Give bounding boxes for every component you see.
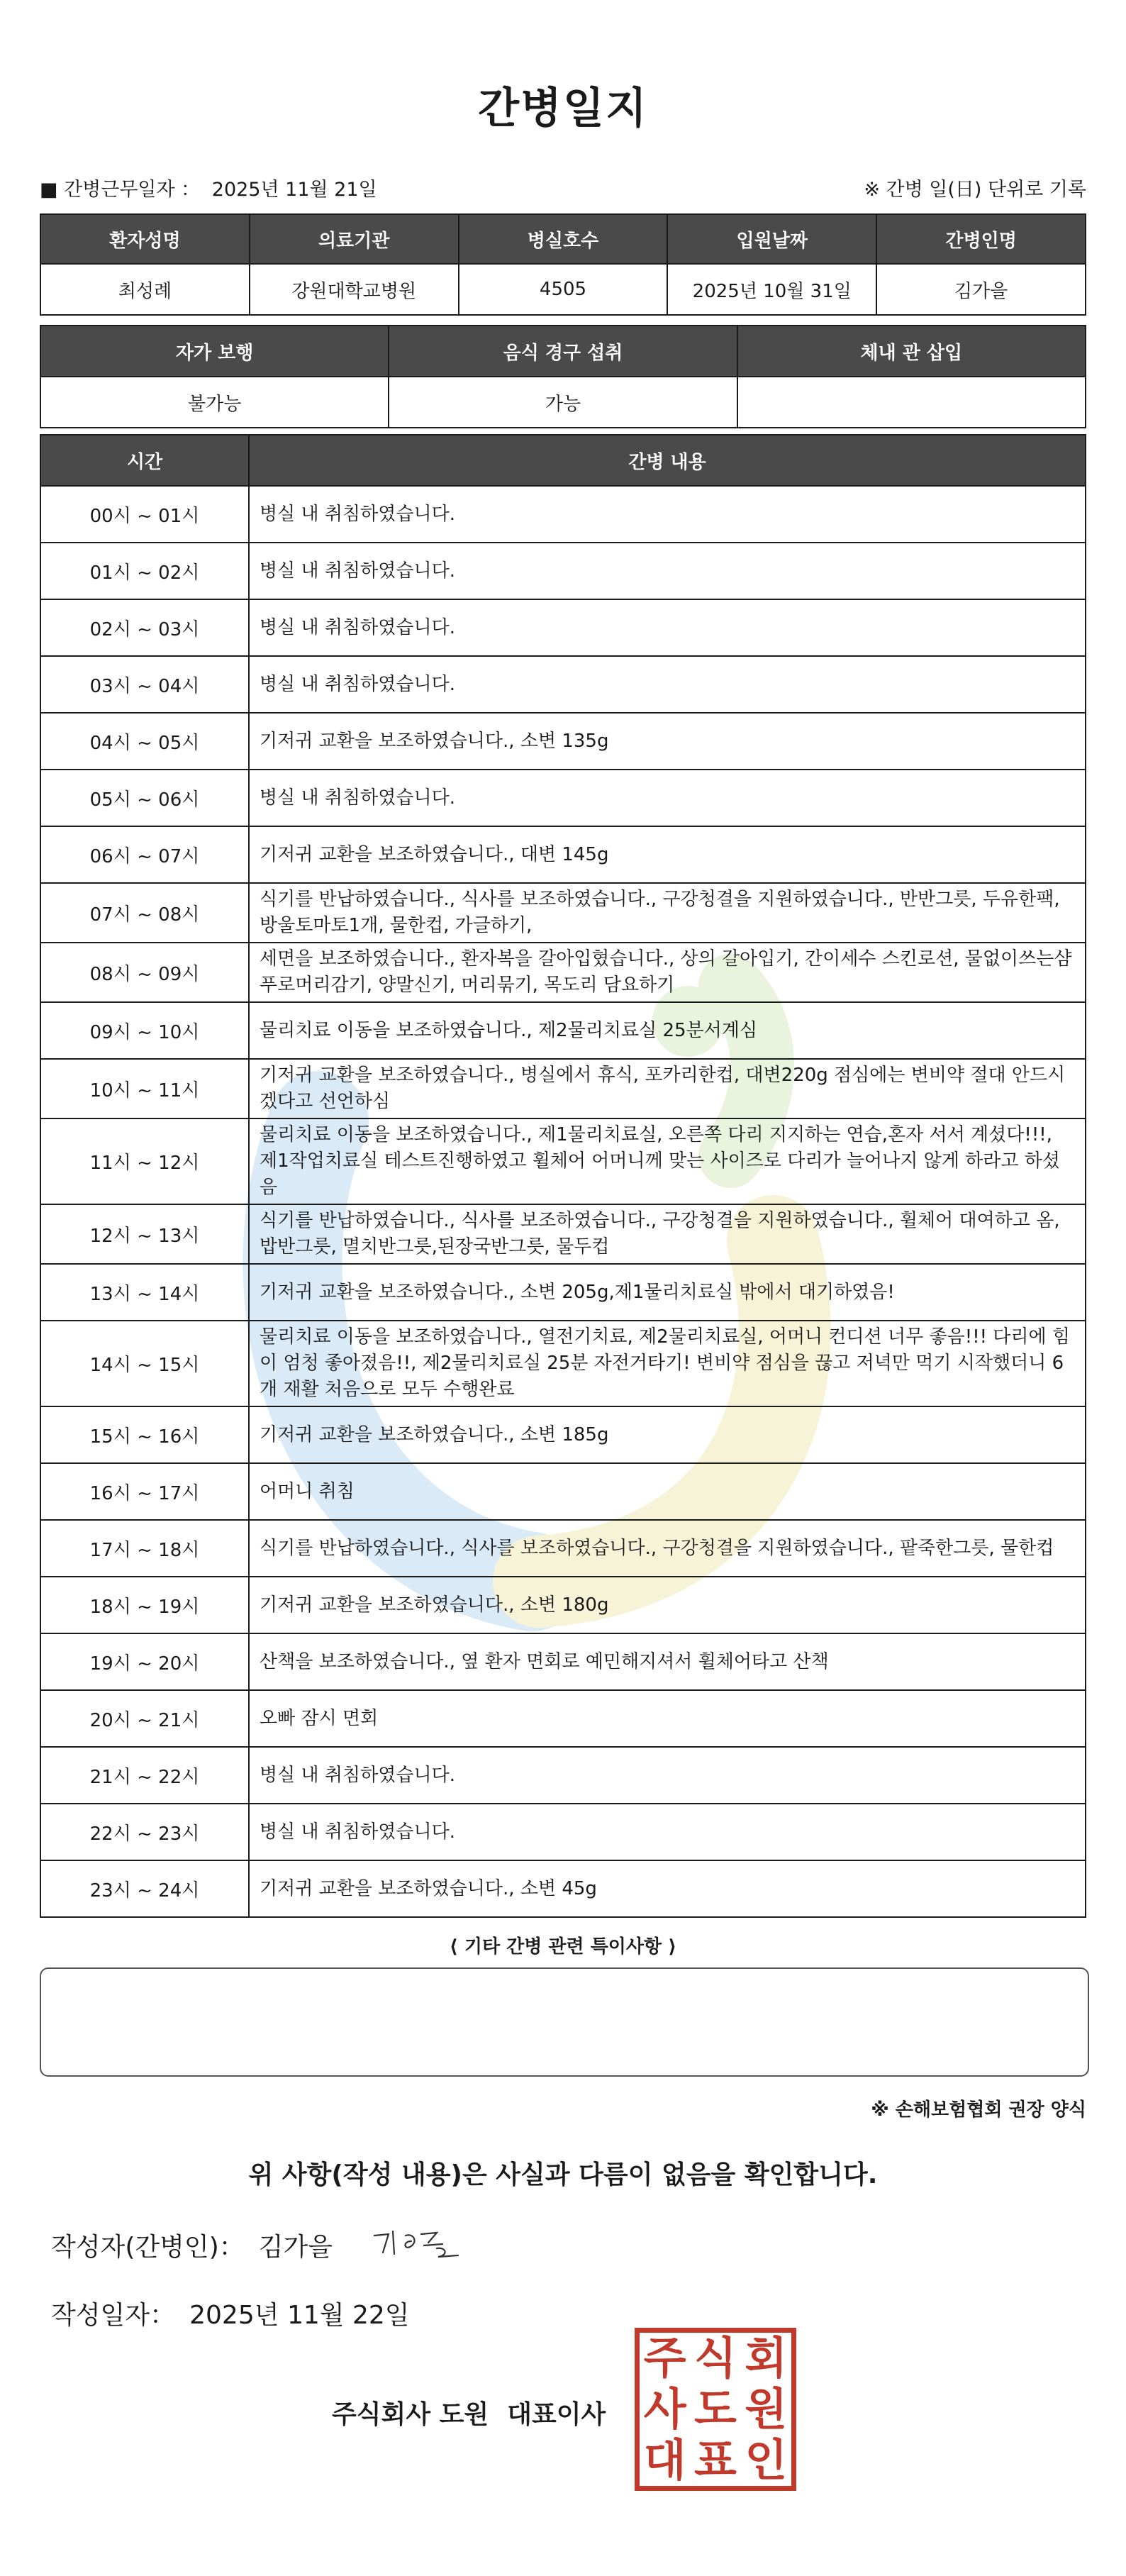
row-time: 15시 ~ 16시 (40, 1406, 249, 1463)
seal-char: 식 (694, 2332, 737, 2384)
header-room: 병실호수 (459, 214, 668, 264)
row-content: 물리치료 이동을 보조하였습니다., 제1물리치료실, 오른쪽 다리 지지하는 연습,혼자 서서 계셨다!!!, 제1작업치료실 테스트진행하였고 휠체어 어머니께 맞는 사이즈로 다리가 늘어나지 않게 하라고 하셨음 (249, 1118, 1086, 1204)
row-time: 19시 ~ 20시 (40, 1633, 249, 1690)
row-time: 05시 ~ 06시 (40, 770, 249, 826)
row-content: 기저귀 교환을 보조하였습니다., 소변 185g (249, 1406, 1086, 1463)
row-time: 06시 ~ 07시 (40, 826, 249, 883)
caregiver-name: 김가을 (876, 264, 1086, 315)
company-role: 대표이사 (507, 2400, 606, 2429)
table-row (40, 599, 1086, 656)
seal-char: 인 (745, 2434, 788, 2486)
hospital-name: 강원대학교병원 (250, 264, 459, 315)
row-time: 09시 ~ 10시 (40, 1002, 249, 1059)
written-date-value: 2025년 11월 22일 (189, 2301, 410, 2330)
table-row (40, 1321, 1086, 1406)
row-content: 기저귀 교환을 보조하였습니다., 소변 205g,제1물리치료실 밖에서 대기하였음! (249, 1264, 1086, 1321)
table-row (40, 1059, 1086, 1118)
row-time: 08시 ~ 09시 (40, 943, 249, 1002)
seal-char: 원 (745, 2383, 788, 2435)
seal-char: 주 (643, 2332, 686, 2384)
written-date-line (51, 2295, 410, 2331)
table-row (40, 1633, 1086, 1690)
patient-info-table (40, 213, 1086, 316)
row-content: 기저귀 교환을 보조하였습니다., 소변 135g (249, 713, 1086, 770)
page-title: 간병일지 (478, 84, 648, 133)
table-row (40, 1860, 1086, 1917)
oral-intake-value: 가능 (389, 377, 737, 428)
confirmation-statement: 위 사항(작성 내용)은 사실과 다름이 없음을 확인합니다. (248, 2160, 878, 2189)
row-content: 세면을 보조하였습니다., 환자복을 갈아입혔습니다., 상의 갈아입기, 간이세수 스킨로션, 물없이쓰는샴푸로머리감기, 양말신기, 머리묶기, 목도리 담요하기 (249, 943, 1086, 1002)
company-seal-stamp (635, 2328, 796, 2491)
seal-char: 회 (745, 2332, 788, 2384)
header-time: 시간 (40, 435, 249, 486)
header-hospital: 의료기관 (250, 214, 459, 264)
seal-char: 사 (643, 2383, 686, 2435)
row-content: 식기를 반납하였습니다., 식사를 보조하였습니다., 구강청결을 지원하였습니다., 팥죽한그릇, 물한컵 (249, 1520, 1086, 1577)
table-row (40, 943, 1086, 1002)
writer-label: 작성자(간병인)： (51, 2233, 245, 2262)
admission-date: 2025년 10월 31일 (667, 264, 876, 315)
header-caregiver: 간병인명 (876, 214, 1086, 264)
row-content: 병실 내 취침하였습니다. (249, 1747, 1086, 1804)
row-time: 17시 ~ 18시 (40, 1520, 249, 1577)
row-content: 물리치료 이동을 보조하였습니다., 열전기치료, 제2물리치료실, 어머니 컨디션 너무 좋음!!! 다리에 힘이 엄청 좋아졌음!!, 제2물리치료실 25분 자전거타기! 변비약 점심을 끊고 저녁만 먹기 시작했더니 6개 재활 처음으로 모두 수행완료 (249, 1321, 1086, 1406)
handwritten-signature (369, 2221, 468, 2264)
table-row (40, 486, 1086, 543)
row-time: 21시 ~ 22시 (40, 1747, 249, 1804)
row-time: 23시 ~ 24시 (40, 1860, 249, 1917)
row-content: 기저귀 교환을 보조하였습니다., 병실에서 휴식, 포카리한컵, 대변220g 점심에는 변비약 절대 안드시겠다고 선언하심 (249, 1059, 1086, 1118)
row-time: 11시 ~ 12시 (40, 1118, 249, 1204)
table-row (40, 1118, 1086, 1204)
header-patient-name: 환자성명 (40, 214, 250, 264)
table-row (40, 883, 1086, 943)
care-log-rows (40, 486, 1086, 1917)
notes-box (40, 1967, 1089, 2077)
row-content: 기저귀 교환을 보조하였습니다., 대변 145g (249, 826, 1086, 883)
row-content: 병실 내 취침하였습니다. (249, 656, 1086, 713)
table-row (40, 1577, 1086, 1633)
row-content: 병실 내 취침하였습니다. (249, 599, 1086, 656)
table-row (40, 1804, 1086, 1860)
row-content: 식기를 반납하였습니다., 식사를 보조하였습니다., 구강청결을 지원하였습니다., 반반그릇, 두유한팩, 방울토마토1개, 물한컵, 가글하기, (249, 883, 1086, 943)
table-row (40, 713, 1086, 770)
record-unit-note: ※ 간병 일(日) 단위로 기록 (864, 179, 1086, 201)
patient-name: 최성례 (40, 264, 250, 315)
patient-status-table (40, 325, 1086, 428)
company-name: 주식회사 도원 (332, 2400, 489, 2429)
company-line (332, 2394, 606, 2431)
tube-insertion-value (737, 377, 1086, 428)
row-content: 기저귀 교환을 보조하였습니다., 소변 45g (249, 1860, 1086, 1917)
row-time: 20시 ~ 21시 (40, 1690, 249, 1747)
row-time: 00시 ~ 01시 (40, 486, 249, 543)
row-content: 병실 내 취침하였습니다. (249, 543, 1086, 599)
table-row (40, 1406, 1086, 1463)
row-content: 기저귀 교환을 보조하였습니다., 소변 180g (249, 1577, 1086, 1633)
row-content: 산책을 보조하였습니다., 옆 환자 면회로 예민해지셔서 휠체어타고 산책 (249, 1633, 1086, 1690)
table-row (40, 1463, 1086, 1520)
header-care-content: 간병 내용 (249, 435, 1086, 486)
writer-line (51, 2227, 333, 2263)
row-time: 22시 ~ 23시 (40, 1804, 249, 1860)
row-content: 병실 내 취침하였습니다. (249, 486, 1086, 543)
row-content: 오빠 잠시 면회 (249, 1690, 1086, 1747)
seal-char: 대 (643, 2434, 686, 2486)
work-date-label: ■ 간병근무일자 ： (40, 179, 201, 201)
care-log-table (40, 434, 1086, 1918)
row-time: 03시 ~ 04시 (40, 656, 249, 713)
header-tube-insertion: 체내 관 삽입 (737, 326, 1086, 377)
row-time: 07시 ~ 08시 (40, 883, 249, 943)
work-date-value: 2025년 11월 21일 (211, 179, 377, 201)
row-time: 16시 ~ 17시 (40, 1463, 249, 1520)
row-content: 식기를 반납하였습니다., 식사를 보조하였습니다., 구강청결을 지원하였습니다., 휠체어 대여하고 옴, 밥반그릇, 멸치반그릇,된장국반그릇, 물두컵 (249, 1204, 1086, 1264)
room-number: 4505 (459, 264, 668, 315)
table-row (40, 656, 1086, 713)
table-row (40, 1520, 1086, 1577)
table-row (40, 543, 1086, 599)
seal-char: 도 (694, 2383, 737, 2435)
table-row (40, 1690, 1086, 1747)
row-content: 물리치료 이동을 보조하였습니다., 제2물리치료실 25분서계심 (249, 1002, 1086, 1059)
notes-title: ⟨ 기타 간병 관련 특이사항 ⟩ (449, 1936, 677, 1958)
recommended-form-note: ※ 손해보험협회 권장 양식 (871, 2099, 1086, 2121)
table-row (40, 1204, 1086, 1264)
header-oral-intake: 음식 경구 섭취 (389, 326, 737, 377)
self-walk-value: 불가능 (40, 377, 389, 428)
row-time: 13시 ~ 14시 (40, 1264, 249, 1321)
seal-char: 표 (694, 2434, 737, 2486)
row-time: 02시 ~ 03시 (40, 599, 249, 656)
table-row (40, 1002, 1086, 1059)
header-admission-date: 입원날짜 (667, 214, 876, 264)
row-content: 병실 내 취침하였습니다. (249, 1804, 1086, 1860)
table-row (40, 1264, 1086, 1321)
work-date-line (40, 174, 377, 201)
writer-name: 김가을 (258, 2233, 333, 2262)
written-date-label: 작성일자： (51, 2301, 176, 2330)
row-time: 12시 ~ 13시 (40, 1204, 249, 1264)
row-content: 어머니 취침 (249, 1463, 1086, 1520)
row-content: 병실 내 취침하였습니다. (249, 770, 1086, 826)
row-time: 10시 ~ 11시 (40, 1059, 249, 1118)
row-time: 04시 ~ 05시 (40, 713, 249, 770)
table-row (40, 770, 1086, 826)
row-time: 01시 ~ 02시 (40, 543, 249, 599)
row-time: 14시 ~ 15시 (40, 1321, 249, 1406)
header-self-walk: 자가 보행 (40, 326, 389, 377)
table-row (40, 1747, 1086, 1804)
row-time: 18시 ~ 19시 (40, 1577, 249, 1633)
table-row (40, 826, 1086, 883)
